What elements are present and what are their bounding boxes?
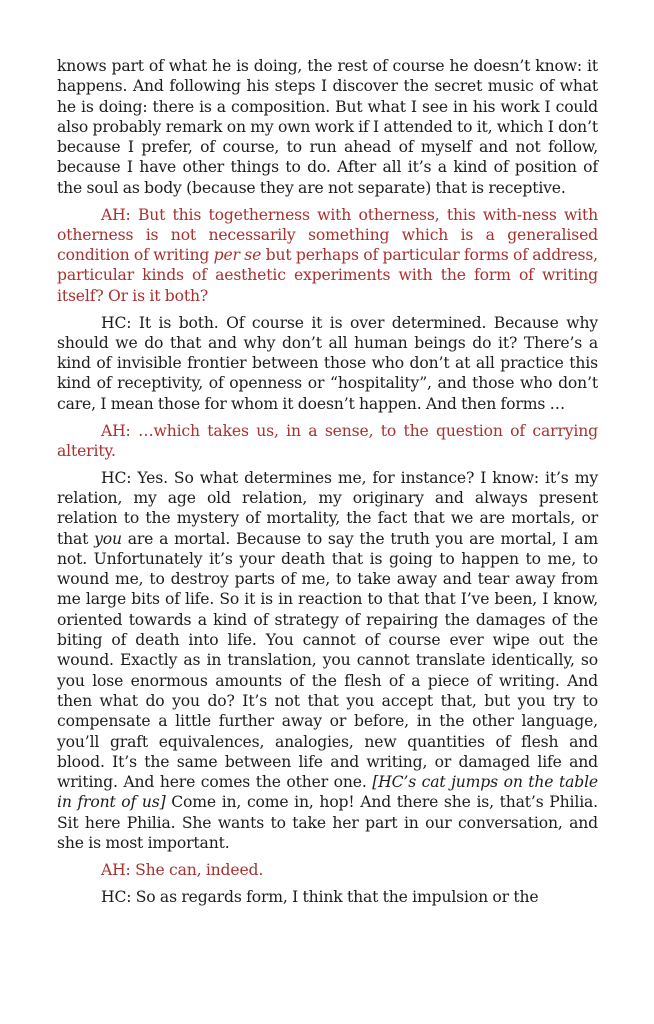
paragraph-continuation (57, 56, 598, 198)
paragraph-ah-interjection (57, 421, 598, 462)
paragraph-ah-question (57, 205, 598, 306)
paragraph-text: are a mortal. Because to say the truth you are mortal, I am not. Unfortunately it’s your death that is going to happen to me, to wound me, to destroy parts of me, to take away and tear away from me large bits of life. So it is in reaction to that that I’ve been, I know, oriented towards a kind of strategy of repairing the damages of the biting of death into life. You cannot of course ever wipe out the wound. Exactly as in translation, you cannot translate identically, so you lose enormous amounts of the flesh of a piece of writing. And then what do you do? It’s not that you accept that, but you try to compensate a little further away or before, in the other language, you’ll graft equivalences, analogies, new quantities of flesh and blood. It’s the same between life and writing, or damaged life and writing. And here comes the other one. (57, 529, 598, 792)
paragraph-hc-long-answer (57, 468, 598, 854)
paragraph-text: HC: So as regards form, I think that the impulsion or the (101, 887, 539, 906)
paragraph-text: AH: She can, indeed. (101, 860, 264, 879)
paragraph-text: HC: It is both. Of course it is over determined. Because why should we do that and why don’t all human beings do it? There’s a kind of invisible frontier between those who don’t at all practice this kind of receptivity, of openness or “hospitality”, and those who don’t care, I mean those for whom it doesn’t happen. And then forms … (57, 313, 598, 413)
document-page (57, 56, 598, 907)
paragraph-hc-final (57, 887, 598, 907)
paragraph-text: but perhaps of particular forms of address, particular kinds of aesthetic experiments with the form of writing itself? Or is it both? (57, 246, 598, 305)
paragraph-text: AH: …which takes us, in a sense, to the question of carrying alterity. (57, 421, 598, 460)
italic-word: you (94, 529, 122, 548)
paragraph-hc-answer (57, 313, 598, 414)
paragraph-text: Come in, come in, hop! And there she is, that’s Philia. Sit here Philia. She wants to take her part in our conversation, and she is most important. (57, 793, 598, 852)
stage-direction: [HC’s cat jumps on the table in front of us] (57, 773, 598, 812)
paragraph-text: HC: Yes. So what determines me, for instance? I know: it’s my relation, my age old relation, my originary and always present relation to the mystery of mortality, the fact that we are mortals, or that (57, 468, 598, 548)
paragraph-text: AH: But this togetherness with otherness, this with-ness with otherness is not necessarily something which is a generalised condition of writing (57, 205, 598, 265)
paragraph-ah-short (57, 860, 598, 880)
italic-phrase: per se (213, 246, 262, 265)
paragraph-text: knows part of what he is doing, the rest of course he doesn’t know: it happens. And following his steps I discover the secret music of what he is doing: there is a composition. But what I see in his work I could also probably remark on my own work if I attended to it, which I don’t because I prefer, of course, to run ahead of myself and not follow, because I have other things to do. After all it’s a kind of position of the soul as body (because they are not separate) that is receptive. (57, 57, 598, 197)
